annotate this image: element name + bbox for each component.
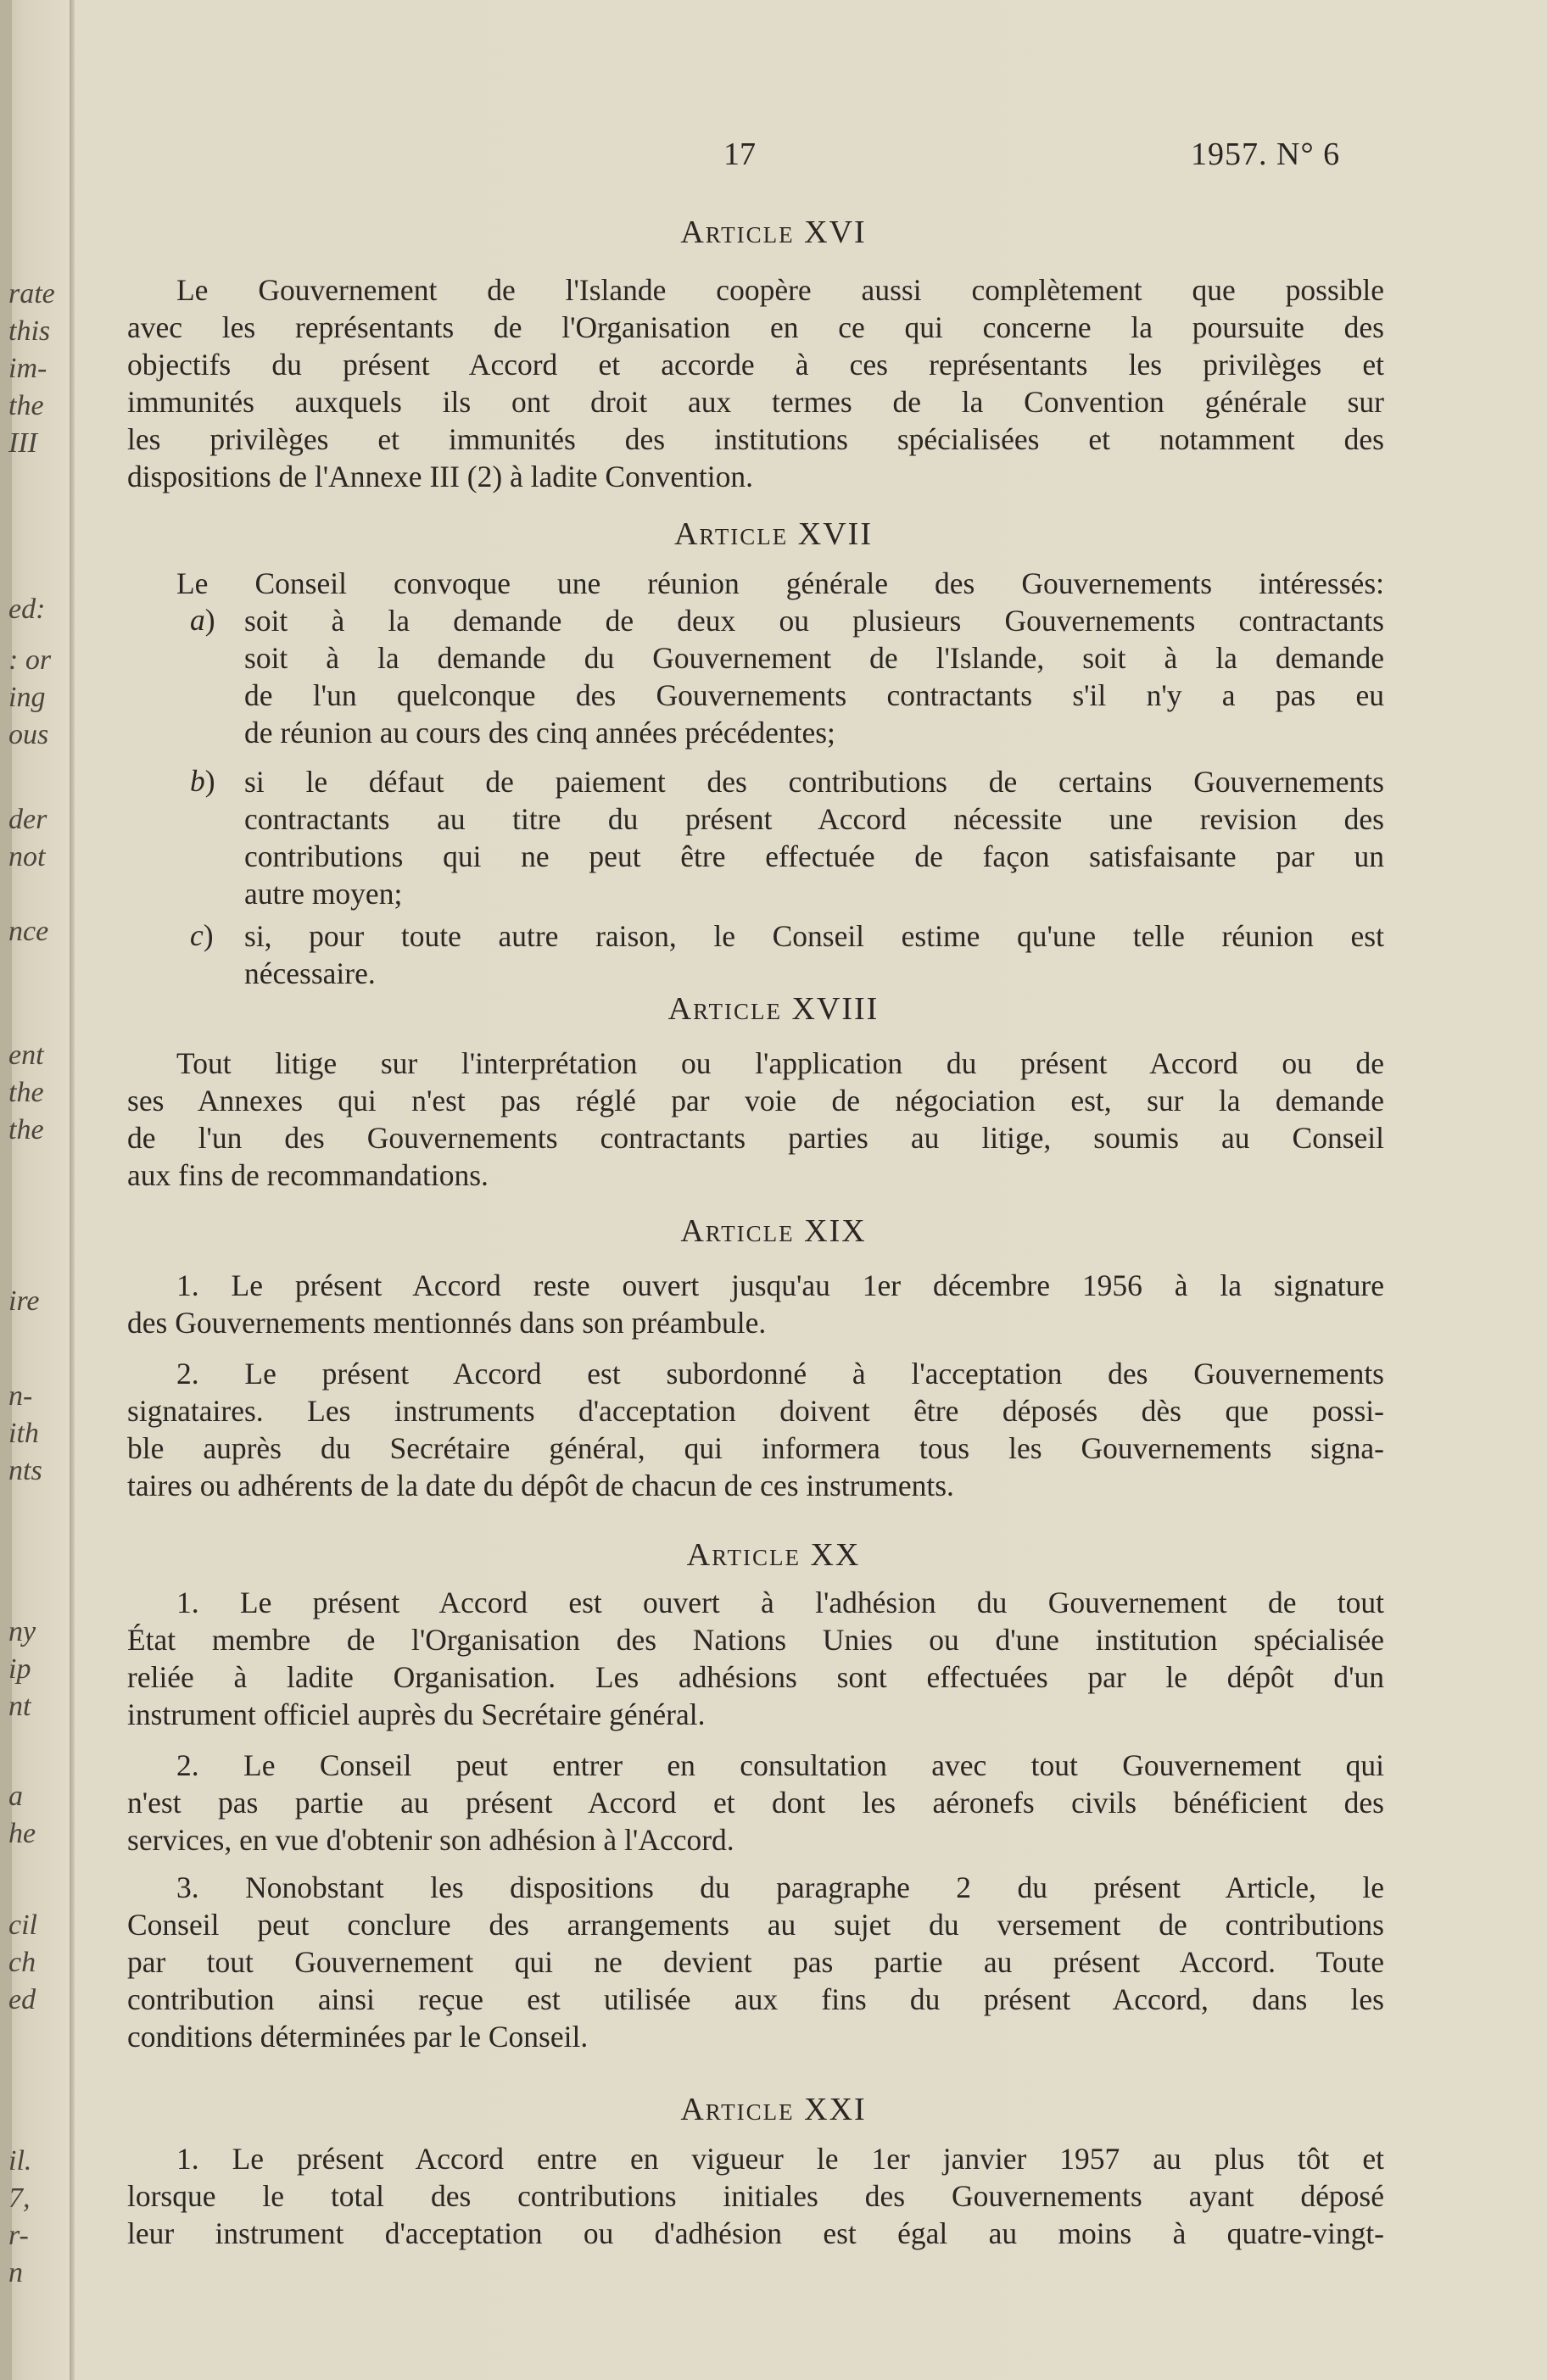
text-line: reliée à ladite Organisation. Les adhésions sont effectuées par le dépôt d'un [127, 1660, 1384, 1694]
bleed-text: ith [8, 1418, 39, 1449]
text-line: Le Gouvernement de l'Islande coopère aussi complètement que possible [176, 273, 1384, 307]
text-line: contractants au titre du présent Accord nécessite une revision des [244, 802, 1384, 836]
bleed-text: not [8, 841, 46, 872]
bleed-text: ent [8, 1040, 44, 1071]
bleed-text: ous [8, 719, 49, 750]
text-line: de l'un quelconque des Gouvernements contractants s'il n'y a pas eu [244, 678, 1384, 712]
text-line: aux fins de recommandations. [127, 1158, 489, 1192]
text-line: services, en vue d'obtenir son adhésion à l'Accord. [127, 1823, 734, 1857]
text-line: des Gouvernements mentionnés dans son préambule. [127, 1306, 767, 1340]
text-line: 2. Le présent Accord est subordonné à l'acceptation des Gouvernements [176, 1357, 1384, 1391]
text-line: Tout litige sur l'interprétation ou l'application du présent Accord ou de [176, 1046, 1384, 1080]
text-line: 3. Nonobstant les dispositions du paragraphe 2 du présent Article, le [176, 1870, 1384, 1904]
page-header [0, 136, 1547, 178]
bleed-text: im- [8, 353, 47, 384]
bleed-text: n [8, 2257, 23, 2288]
text-line: Conseil peut conclure des arrangements au sujet du versement de contributions [127, 1908, 1384, 1942]
text-line: dispositions de l'Annexe III (2) à ladite Convention. [127, 460, 753, 493]
page-number: 17 [723, 137, 756, 172]
text-line: ses Annexes qui n'est pas réglé par voie de négociation est, sur la demande [127, 1084, 1384, 1118]
bleed-text: n- [8, 1380, 33, 1412]
text-line: État membre de l'Organisation des Nations Unies ou d'une institution spécialisée [127, 1623, 1384, 1657]
text-line: si, pour toute autre raison, le Conseil estime qu'une telle réunion est [244, 919, 1384, 953]
article-heading: Article XX [686, 1537, 861, 1573]
bleed-text: the [8, 1077, 44, 1108]
article-heading: Article XVII [673, 516, 873, 552]
list-marker: c) [190, 918, 214, 952]
text-line: 2. Le Conseil peut entrer en consultation avec tout Gouvernement qui [176, 1748, 1384, 1782]
text-line: les privilèges et immunités des institutions spécialisées et notamment des [127, 422, 1384, 456]
bleed-text: cil [8, 1909, 37, 1941]
bleed-text: r- [8, 2220, 29, 2251]
text-line: 1. Le présent Accord est ouvert à l'adhésion du Gouvernement de tout [176, 1586, 1384, 1619]
text-line: n'est pas partie au présent Accord et dont les aéronefs civils bénéficient des [127, 1786, 1384, 1820]
bleed-text: : or [8, 644, 52, 676]
text-line: ble auprès du Secrétaire général, qui informera tous les Gouvernements signa- [127, 1431, 1384, 1465]
text-line: contribution ainsi reçue est utilisée aux fins du présent Accord, dans les [127, 1982, 1384, 2016]
bleed-text: rate [8, 278, 55, 309]
bleed-text: ire [8, 1285, 40, 1317]
text-line: taires ou adhérents de la date du dépôt de chacun de ces instruments. [127, 1469, 954, 1502]
text-line: 1. Le présent Accord reste ouvert jusqu'au 1er décembre 1956 à la signature [176, 1268, 1384, 1302]
article-heading: Article XVI [680, 215, 867, 250]
bleed-text: ip [8, 1653, 31, 1685]
text-line: conditions déterminées par le Conseil. [127, 2020, 589, 2054]
text-line: nécessaire. [244, 956, 376, 990]
text-line: avec les représentants de l'Organisation en ce qui concerne la poursuite des [127, 310, 1384, 344]
article-heading: Article XIX [680, 1213, 867, 1249]
bleed-text: nce [8, 916, 49, 947]
text-line: autre moyen; [244, 877, 403, 911]
text-line: par tout Gouvernement qui ne devient pas partie au présent Accord. Toute [127, 1945, 1384, 1979]
bleed-text: ing [8, 682, 46, 713]
publication-reference: 1957. N° 6 [1191, 137, 1341, 172]
bleed-text: a [8, 1781, 23, 1812]
bleed-text: nts [8, 1455, 42, 1486]
text-line: lorsque le total des contributions initiales des Gouvernements ayant déposé [127, 2179, 1384, 2213]
article-heading: Article XVIII [667, 991, 880, 1027]
bleed-text: the [8, 390, 44, 421]
bleed-text: ed: [8, 594, 46, 625]
bleed-text: nt [8, 1691, 31, 1722]
text-line: contributions qui ne peut être effectuée de façon satisfaisante par un [244, 839, 1384, 873]
bleed-text: III [8, 427, 37, 459]
text-line: soit à la demande de deux ou plusieurs Gouvernements contractants [244, 604, 1384, 638]
list-marker: b) [190, 764, 215, 798]
text-line: instrument officiel auprès du Secrétaire général. [127, 1697, 706, 1731]
bleed-text: 7, [8, 2182, 31, 2214]
text-line: leur instrument d'acceptation ou d'adhésion est égal au moins à quatre-vingt- [127, 2216, 1384, 2250]
text-line: Le Conseil convoque une réunion générale des Gouvernements intéressés: [176, 566, 1384, 600]
text-line: de réunion au cours des cinq années précédentes; [244, 716, 835, 750]
text-line: immunités auxquels ils ont droit aux termes de la Convention générale sur [127, 385, 1384, 419]
text-line: soit à la demande du Gouvernement de l'Islande, soit à la demande [244, 641, 1384, 675]
bleed-text: the [8, 1114, 44, 1145]
text-line: si le défaut de paiement des contributions de certains Gouvernements [244, 765, 1384, 799]
bleed-text: ed [8, 1984, 36, 2015]
text-line: signataires. Les instruments d'acceptation doivent être déposés dès que possi- [127, 1394, 1384, 1428]
bleed-text: ny [8, 1616, 36, 1647]
bleed-text: il. [8, 2145, 32, 2177]
bleed-text: he [8, 1818, 36, 1849]
bleed-text: this [8, 315, 51, 347]
text-line: objectifs du présent Accord et accorde à ces représentants les privilèges et [127, 348, 1384, 382]
article-heading: Article XXI [680, 2092, 867, 2127]
text-line: de l'un des Gouvernements contractants parties au litige, soumis au Conseil [127, 1121, 1384, 1155]
list-marker: a) [190, 603, 215, 637]
text-line: 1. Le présent Accord entre en vigueur le 1er janvier 1957 au plus tôt et [176, 2142, 1384, 2176]
bleed-text: ch [8, 1947, 36, 1978]
bleed-text: der [8, 804, 47, 835]
